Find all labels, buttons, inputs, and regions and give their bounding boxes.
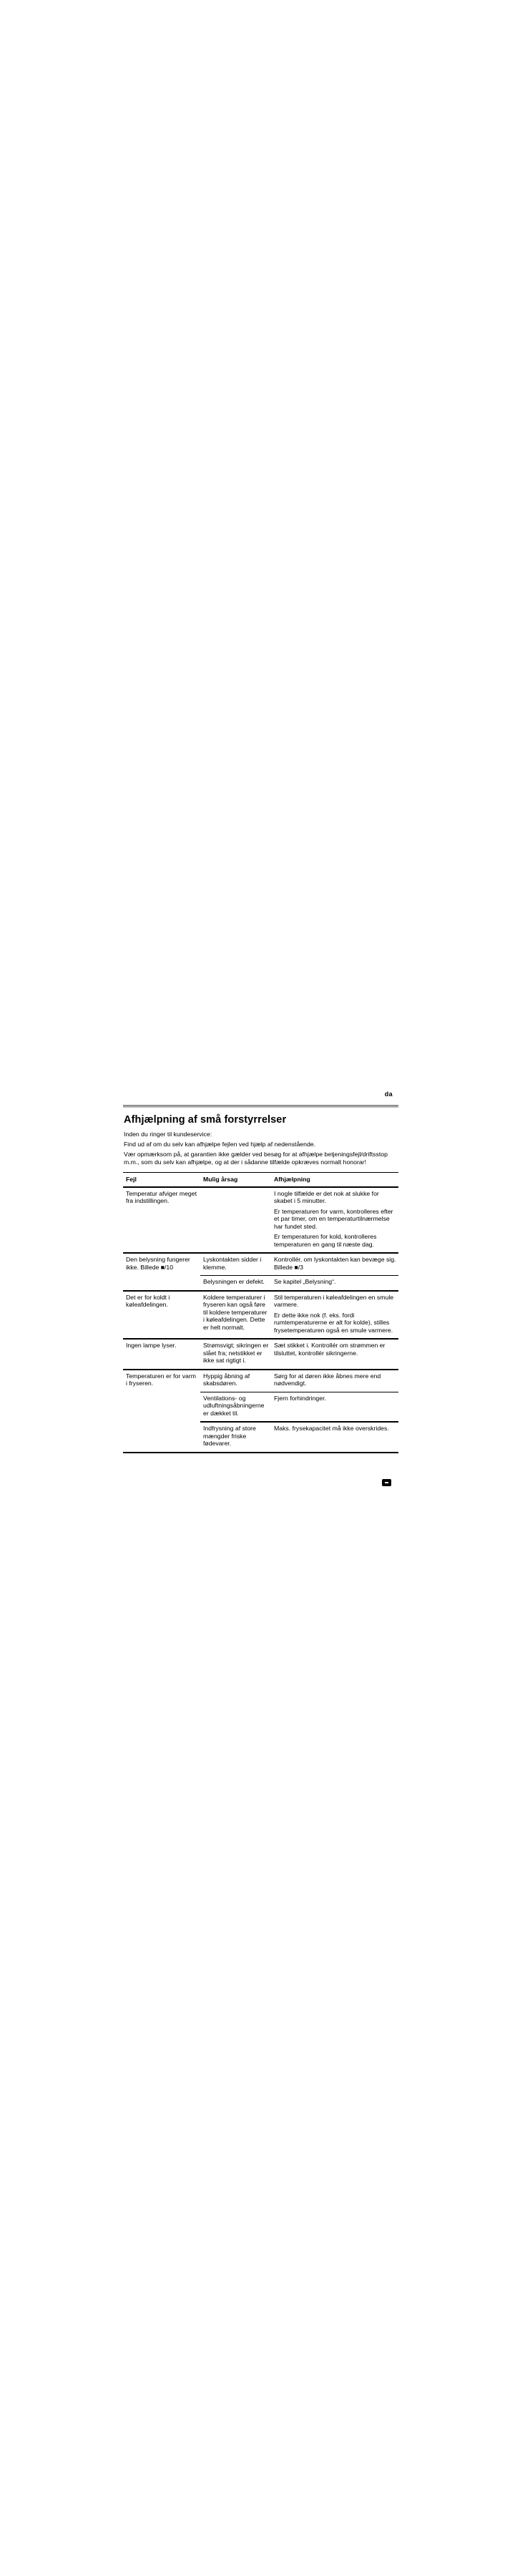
column-header-cause: Mulig årsag xyxy=(200,1173,271,1187)
remedy-paragraph: Er temperaturen for varm, kontrolleres efter et par timer, om en temperaturtilnærmelse har fundet sted. xyxy=(274,1207,393,1230)
cause-cell: Belysningen er defekt. xyxy=(200,1276,271,1291)
column-header-fault: Fejl xyxy=(123,1173,200,1187)
cause-cell: Ventilations- og udluftningsåbningerne er dækket til. xyxy=(200,1392,271,1422)
table-row xyxy=(123,1370,398,1392)
header-divider-bar xyxy=(123,1105,398,1108)
remedy-paragraph: Er dette ikke nok (f. eks. fordi rumtemperaturerne er alt for kolde), stilles frysetemperaturen også en smule varmere. xyxy=(274,1311,393,1334)
language-code: da xyxy=(384,1091,393,1098)
intro-paragraph: Find ud af om du selv kan afhjælpe fejlen ved hjælp af nedenstående. xyxy=(124,1141,316,1148)
cause-cell xyxy=(200,1187,271,1254)
table-header-row xyxy=(123,1173,398,1187)
table-row xyxy=(123,1253,398,1276)
page-badge-icon xyxy=(382,1479,391,1486)
cause-cell: Indfrysning af store mængder friske fødevarer. xyxy=(200,1422,271,1453)
intro-paragraph: Inden du ringer til kundeservice: xyxy=(124,1131,212,1138)
remedy-cell: Se kapitel „Belysning“. xyxy=(271,1276,398,1291)
remedy-cell xyxy=(271,1291,398,1340)
remedy-cell: Fjern forhindringer. xyxy=(271,1392,398,1422)
column-header-remedy: Afhjælpning xyxy=(271,1173,398,1187)
page-title: Afhjælpning af små forstyrrelser xyxy=(124,1114,287,1126)
remedy-paragraph: I nogle tilfælde er det nok at slukke for skabet i 5 minutter. xyxy=(274,1189,379,1204)
cause-cell: Hyppig åbning af skabsdøren. xyxy=(200,1370,271,1392)
table-row xyxy=(123,1291,398,1340)
badge-dash xyxy=(385,1482,388,1483)
troubleshooting-table xyxy=(123,1172,398,1453)
remedy-cell: Maks. frysekapacitet må ikke overskrides. xyxy=(271,1422,398,1453)
remedy-paragraph: Er temperaturen for kold, kontrolleres temperaturen en gang til næste dag. xyxy=(274,1233,377,1248)
remedy-cell: Kontrollér, om lyskontakten kan bevæge sig. Billede ■/3 xyxy=(271,1253,398,1276)
fault-cell: Ingen lampe lyser. xyxy=(123,1339,200,1370)
table-row xyxy=(123,1187,398,1254)
table-row xyxy=(123,1339,398,1370)
manual-page xyxy=(123,1091,398,1453)
intro-paragraph: Vær opmærksom på, at garantien ikke gælder ved besøg for at afhjælpe betjeningsfejl/driftsstop m.m., som du selv kan afhjælpe, og at der i sådanne tilfælde opkræves normalt honorar! xyxy=(124,1151,388,1166)
remedy-cell: Sørg for at døren ikke åbnes mere end nødvendigt. xyxy=(271,1370,398,1392)
remedy-paragraph: Stil temperaturen i køleafdelingen en smule varmere. xyxy=(274,1293,394,1308)
fault-cell: Temperaturen er for varm i fryseren. xyxy=(123,1370,200,1453)
cause-cell: Lyskontakten sidder i klemme. xyxy=(200,1253,271,1276)
fault-cell: Den belysning fungerer ikke. Billede ■/10 xyxy=(123,1253,200,1291)
remedy-cell xyxy=(271,1187,398,1254)
cause-cell: Koldere temperaturer i fryseren kan også føre til koldere temperaturer i køleafdelingen. Dette er helt normalt. xyxy=(200,1291,271,1340)
fault-cell: Temperatur afviger meget fra indstillingen. xyxy=(123,1187,200,1254)
fault-cell: Det er for koldt i køleafdelingen. xyxy=(123,1291,200,1340)
cause-cell: Strømsvigt; sikringen er slået fra; netstikket er ikke sat rigtigt i. xyxy=(200,1339,271,1370)
remedy-cell: Sæt stikket i. Kontrollér om strømmen er tilsluttet, kontrollér sikringerne. xyxy=(271,1339,398,1370)
